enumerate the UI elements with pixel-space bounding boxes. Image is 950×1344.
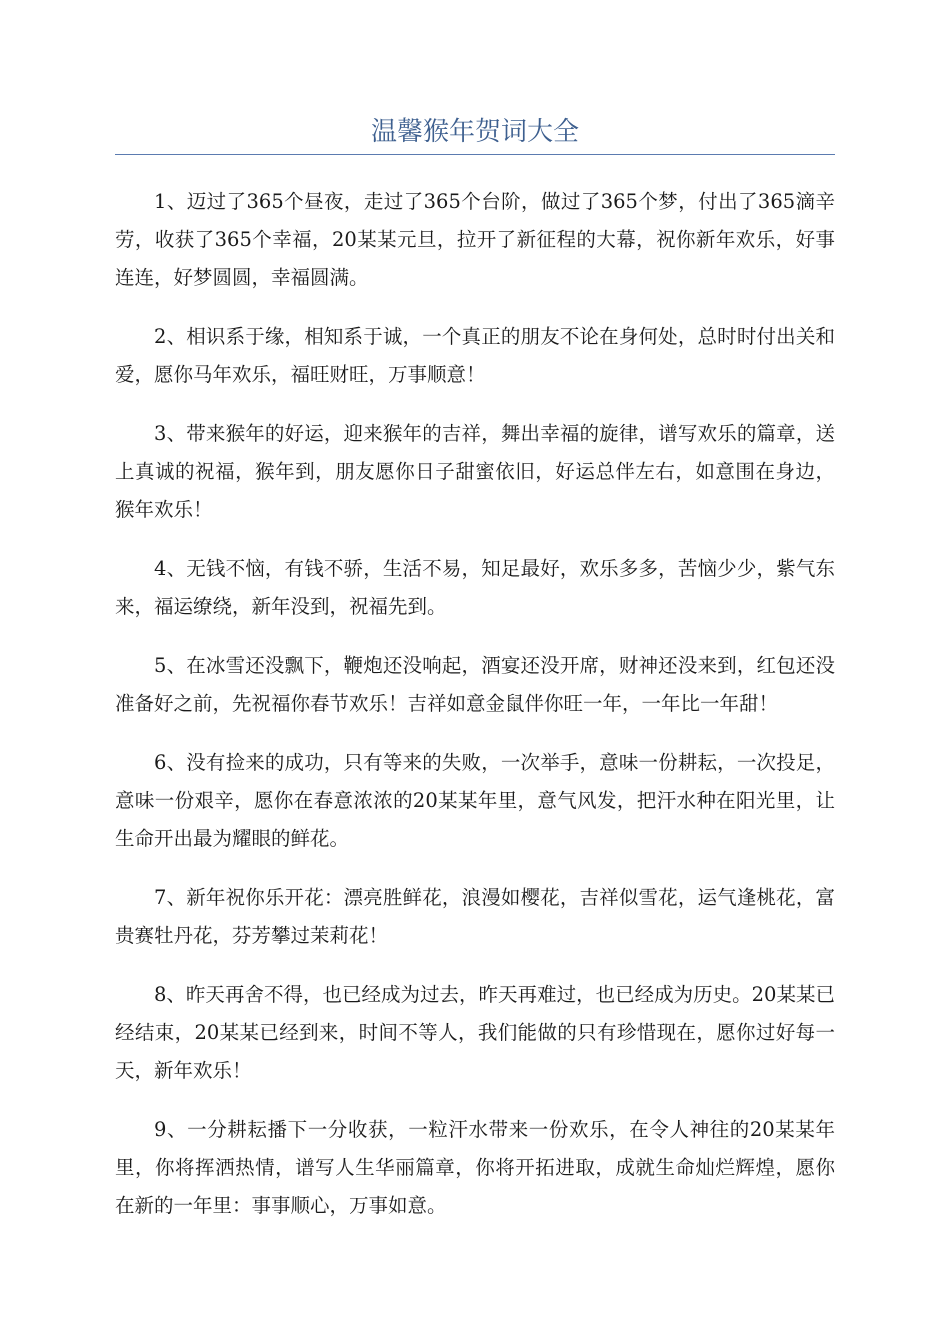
paragraph-9: 9、一分耕耘播下一分收获，一粒汗水带来一份欢乐，在令人神往的20某某年里，你将挥洒热情，谱写人生华丽篇章，你将开拓进取，成就生命灿烂辉煌，愿你在新的一年里：事事顺心，万事如意。 [115, 1118, 835, 1217]
document-title: 温馨猴年贺词大全 [115, 112, 835, 155]
paragraph-2: 2、相识系于缘，相知系于诚，一个真正的朋友不论在身何处，总时时付出关和爱，愿你马年欢乐，福旺财旺，万事顺意！ [115, 325, 835, 386]
document-page [115, 112, 835, 1246]
paragraph-5: 5、在冰雪还没飘下，鞭炮还没响起，酒宴还没开席，财神还没来到，红包还没准备好之前，先祝福你春节欢乐！吉祥如意金鼠伴你旺一年，一年比一年甜！ [115, 654, 835, 715]
paragraph-7: 7、新年祝你乐开花：漂亮胜鲜花，浪漫如樱花，吉祥似雪花，运气逢桃花，富贵赛牡丹花，芬芳攀过茉莉花！ [115, 886, 835, 947]
paragraph-1: 1、迈过了365个昼夜，走过了365个台阶，做过了365个梦，付出了365滴辛劳，收获了365个幸福，20某某元旦，拉开了新征程的大幕，祝你新年欢乐，好事连连，好梦圆圆，幸福圆满。 [115, 190, 835, 289]
paragraph-3: 3、带来猴年的好运，迎来猴年的吉祥，舞出幸福的旋律，谱写欢乐的篇章，送上真诚的祝福，猴年到，朋友愿你日子甜蜜依旧，好运总伴左右，如意围在身边，猴年欢乐！ [115, 422, 835, 521]
document-body [115, 183, 835, 1225]
paragraph-8: 8、昨天再舍不得，也已经成为过去，昨天再难过，也已经成为历史。20某某已经结束，20某某已经到来，时间不等人，我们能做的只有珍惜现在，愿你过好每一天，新年欢乐！ [115, 983, 835, 1082]
paragraph-6: 6、没有捡来的成功，只有等来的失败，一次举手，意味一份耕耘，一次投足，意味一份艰辛，愿你在春意浓浓的20某某年里，意气风发，把汗水种在阳光里，让生命开出最为耀眼的鲜花。 [115, 751, 835, 850]
paragraph-4: 4、无钱不恼，有钱不骄，生活不易，知足最好，欢乐多多，苦恼少少，紫气东来，福运缭绕，新年没到，祝福先到。 [115, 557, 835, 618]
